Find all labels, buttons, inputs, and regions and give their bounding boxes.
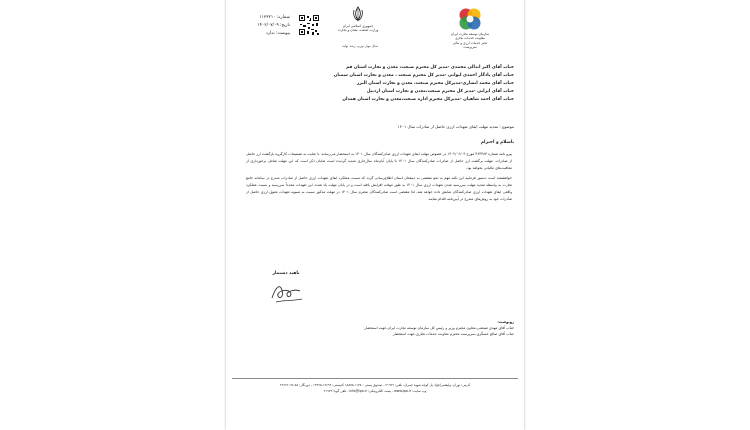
cc-title: رونوشت: [497,320,514,324]
letter-body [246,151,512,207]
letter-subject: موضوع : تمدید مهلت ایفای تعهدات ارزی حاصل از صادرات سال ۱۴۰۱ [397,124,514,129]
tpo-logo-icon [454,6,486,34]
signature-icon [266,280,308,306]
cc-item: جناب آقای صالح عسگری-سرپرست محترم معاونت خدمات تجاری-جهت استحضار [392,331,514,336]
letter-attachment: پیوست: ندارد [266,31,290,36]
addressee-line: جناب آقای اکبر ابدالی محمدی -مدیر کل محترم صنعت، معدن و تجارت استان قم [346,65,514,70]
organization-caption: سازمان توسعه تجارت ایران معاونت خدمات تجاری دفتر خدمات ارزی و مالی سرپرست [450,32,490,50]
letter-footer [232,378,518,394]
addressee-line: جناب آقای احمد شاهیان -مدیرکل محترم اداره صنعت،معدن و تجارت استان همدان [342,97,514,102]
cc-item: جناب آقای مهدی ضیغمی-معاون محترم وزیر و رئیس کل سازمان توسعه تجارت ایران-جهت استحضار [364,326,514,331]
footer-address: آدرس: تهران، ولیعصر(عج)، پل کوچه شهید چمران، تلفن: ۲۱۹۲۹ ، صندوق پستی : ۱۱۴۸-۱۵۸۷۵ کدپستی: ۱۹۶۹۹-۱۳۹۹۵ ، دورنگار: ۸۵-۲۲۶۶۲۰۷۶ [279,383,471,387]
signer-name: ناهید دشتمار [272,271,300,276]
body-paragraph: خواهشمند است دستور فرمایید این نکته مهم به نحو مقتضی به ذینفعان استان اطلاع‌رسانی گردد که نسبت عملکرد ایفای تعهدات ارزی حاصل از صادرات مندرج در سامانه جامع تجارت به واسطه تمدید مهلت سررسید شدن تعهدات ارزی سال ۱۴۰۱ به طور موقت افزایش یافته است و در پایان مهلت یاد شده، این تعهدات مجدداً سررسید و نسبت عملکرد واقعی ایفای تعهدات ارزی صادرکنندگان نمایش داده خواهد شد، لذا مقتضی است صادرکنندگان محترم سال ۱۴۰۱ در مهلت مذکور نسبت به تسویه تعهدات معوق ارزی حاصل از صادرات خود به روش‌های مندرج در آیین‌نامه اقدام نمایند. [246,176,512,201]
year-slogan: سال مهار تورم، رشد تولید [342,44,378,48]
letter-greeting: باسلام و احترام [480,140,514,145]
addressee-line: جناب آقای یادگار احمدی لیوانی -مدیر کل محترم صنعت ، معدن و تجارت استان سمنان [333,73,514,78]
carbon-copy-list [238,320,514,337]
letter-meta [232,14,290,38]
addressee-list [238,64,514,104]
letter-page [226,0,524,430]
addressee-line: جناب آقای ایرانی -مدیر کل محترم صنعت،معدن و تجارت استان اردبیل [366,89,514,94]
body-paragraph: پیرو نامه شماره ۴۶۳۳۸۳ مورخ ۱۴۰۲/۰۶/۰۳ در خصوص مهلت ایفای تعهدات ارزی صادرکنندگان سال ۱۴۰۱ به استحضار می‌رساند، با عنایت به تصمیمات کارگروه بازگشت ارز حاصل از صادرات، مهلت برگشت ارز حاصل از صادرات صادرکنندگان سال ۱۴۰۱ تا پایان آبان‌ماه سال‌جاری تمدید گردیده است شایان ذکر است که این مهلت شامل برخورداری از معافیت‌های مالیاتی نخواهد بود. [246,152,513,170]
ministry-caption: جمهوری اسلامی ایران وزارت صنعت، معدن و تجارت [337,24,379,32]
addressee-line: جناب آقای محمد انصاری-مدیرکل محترم صنعت، معدن و تجارت استان البرز [356,81,514,86]
letter-number: شماره: ۱۱۳۳۲۱۰ [259,15,290,20]
iran-emblem-icon [350,6,366,22]
footer-contact: وب سایت: www.tpo.ir ، پست الکترونیکی: info@tpo.ir ، تلفن گویا: ۲۱۹۲۹ [323,389,427,393]
letter-date: تاریخ: ۱۴۰۲/۰۷/۰۹ [257,23,290,28]
qr-code-icon [298,14,320,36]
